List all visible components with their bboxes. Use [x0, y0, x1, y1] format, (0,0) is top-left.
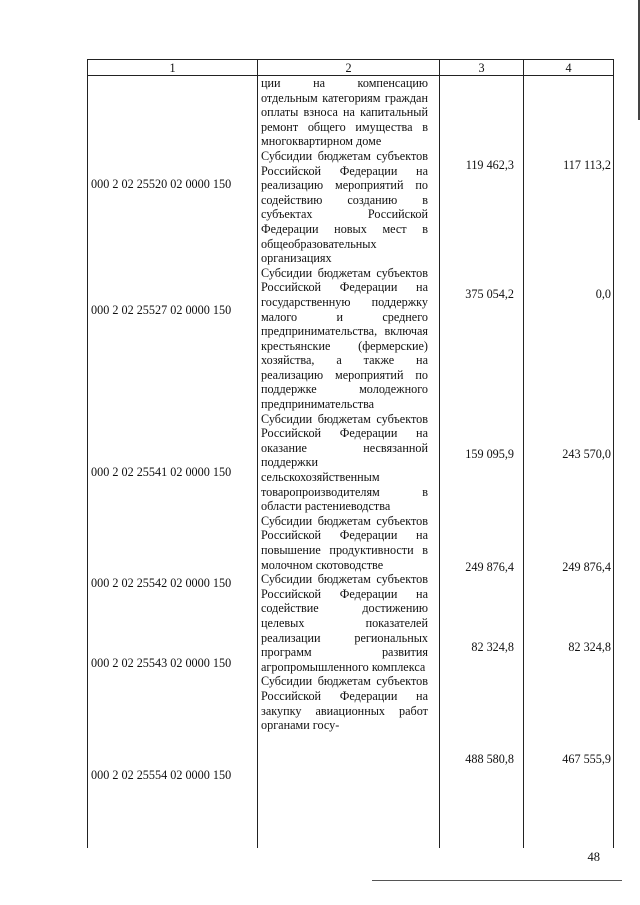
row-6-description: Субсидии бюджетам субъектов Российской Федерации на закупку авиационных работ органами госу- [261, 674, 428, 733]
continuation-description: ции на компенсацию отдельным категориям граждан оплаты взноса на капитальный ремонт общего имущества в многоквартирном доме [261, 76, 428, 149]
continuation-col4: 117 113,2 [563, 158, 611, 172]
row-2-col3: 159 095,9 [465, 447, 514, 461]
row-2-col4: 243 570,0 [562, 447, 611, 461]
row-4-description: Субсидии бюджетам субъектов Российской Федерации на повышение продуктивности в молочном скотоводстве [261, 513, 428, 572]
row-3-col3: 249 876,4 [465, 560, 514, 574]
row-1-col3: 375 054,2 [465, 287, 514, 301]
row-2-description: Субсидии бюджетам субъектов Российской Федерации на государственную поддержку малого и среднего предпринимательства, включая крестьянские (фермерские) хозяйства, а также на реализацию мероприятий по поддержке молодежного предпринимательства [261, 265, 428, 412]
row-5-col4: 467 555,9 [562, 752, 611, 766]
row-4-col3: 82 324,8 [471, 640, 514, 654]
footer-rule [372, 880, 622, 881]
row-5-description: Субсидии бюджетам субъектов Российской Федерации на содействие достижению целевых показателей реализации региональных программ развития агропромышленного комплекса [261, 572, 428, 674]
row-1-description: Субсидии бюджетам субъектов Российской Федерации на реализацию мероприятий по содействию созданию в субъектах Российской Федерации новых мест в общеобразовательных организациях [261, 148, 428, 266]
row-3-description: Субсидии бюджетам субъектов Российской Федерации на оказание несвязанной поддержки сельскохозяйственным товаропроизводителям в области растениеводства [261, 411, 428, 514]
header-col-2: 2 [258, 60, 440, 76]
row-4-code: 000 2 02 25542 02 0000 150 [91, 576, 232, 590]
row-6-code: 000 2 02 25554 02 0000 150 [91, 768, 232, 782]
row-3-col4: 249 876,4 [562, 560, 611, 574]
row-5-col3: 488 580,8 [465, 752, 514, 766]
row-5-code: 000 2 02 25543 02 0000 150 [91, 656, 232, 670]
table-header-row [88, 60, 614, 76]
header-col-3: 3 [440, 60, 524, 76]
row-2-code: 000 2 02 25527 02 0000 150 [91, 303, 232, 317]
continuation-col3: 119 462,3 [465, 158, 514, 172]
header-col-4: 4 [524, 60, 614, 76]
row-1-col4: 0,0 [595, 287, 611, 301]
row-3-code: 000 2 02 25541 02 0000 150 [91, 465, 232, 479]
header-col-1: 1 [88, 60, 258, 76]
page-number: 48 [587, 850, 600, 864]
row-1-code: 000 2 02 25520 02 0000 150 [91, 177, 232, 191]
row-4-col4: 82 324,8 [568, 640, 611, 654]
